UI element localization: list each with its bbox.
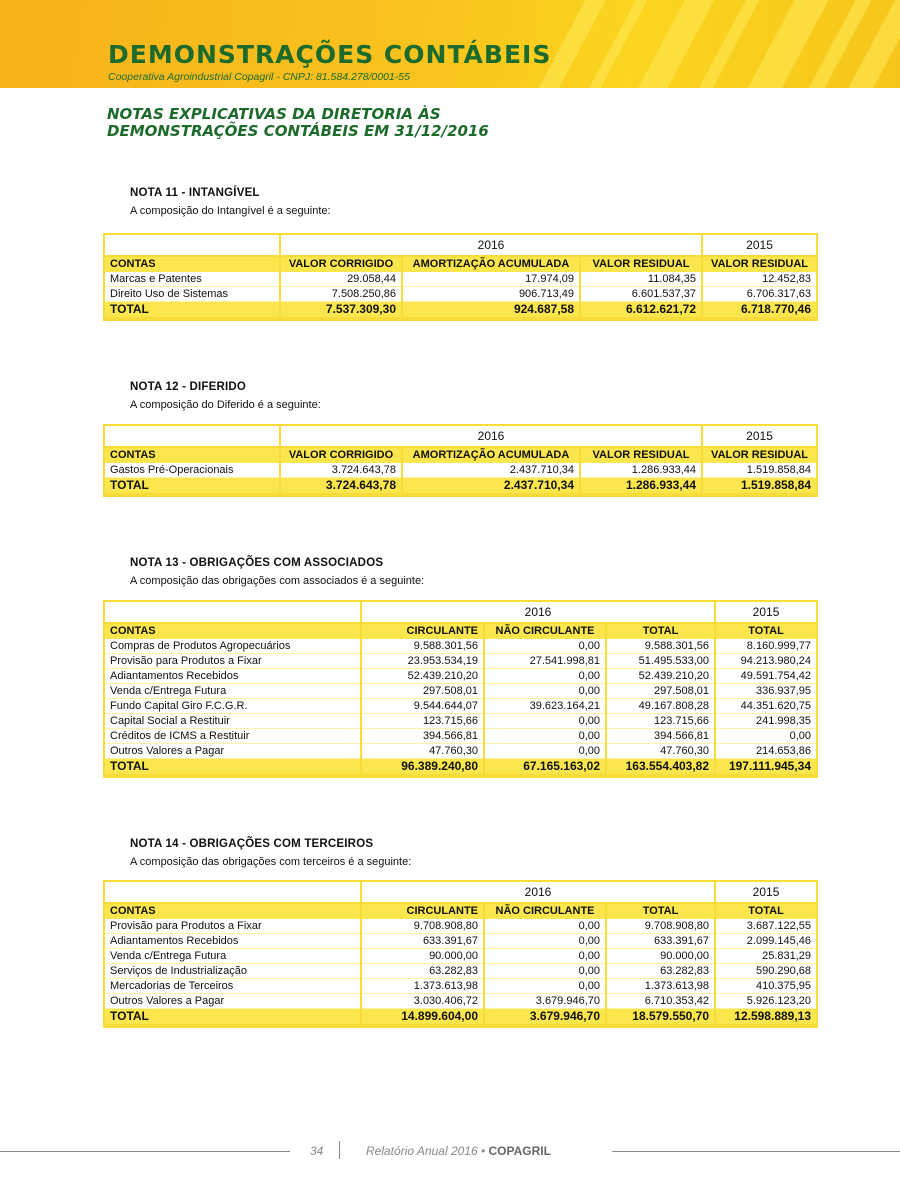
table-row bbox=[105, 934, 816, 949]
total-cell: 3.679.946,70 bbox=[484, 1009, 606, 1026]
cell: 94.213.980,24 bbox=[715, 654, 816, 669]
row-label: Outros Valores a Pagar bbox=[105, 994, 361, 1009]
cell: 633.391,67 bbox=[606, 934, 715, 949]
cell: 25.831,29 bbox=[715, 949, 816, 964]
table-row bbox=[105, 463, 816, 478]
total-cell: 7.537.309,30 bbox=[280, 302, 402, 319]
cell: 1.519.858,84 bbox=[702, 463, 816, 478]
table-row bbox=[105, 699, 816, 714]
year-2015: 2015 bbox=[715, 602, 816, 623]
column-header: VALOR RESIDUAL bbox=[702, 447, 816, 463]
year-2015: 2015 bbox=[715, 882, 816, 903]
column-header: VALOR RESIDUAL bbox=[702, 256, 816, 272]
column-header: TOTAL bbox=[715, 903, 816, 919]
total-cell: 6.612.621,72 bbox=[580, 302, 702, 319]
cell: 52.439.210,20 bbox=[361, 669, 484, 684]
cell: 44.351.620,75 bbox=[715, 699, 816, 714]
column-header: TOTAL bbox=[606, 903, 715, 919]
cell: 17.974,09 bbox=[402, 272, 580, 287]
row-label: Marcas e Patentes bbox=[105, 272, 280, 287]
total-cell: 163.554.403,82 bbox=[606, 759, 715, 776]
cell: 63.282,83 bbox=[606, 964, 715, 979]
cell: 1.286.933,44 bbox=[580, 463, 702, 478]
total-cell: 3.724.643,78 bbox=[280, 478, 402, 495]
table-spacer bbox=[105, 882, 361, 903]
year-2015: 2015 bbox=[702, 426, 816, 447]
cell: 3.724.643,78 bbox=[280, 463, 402, 478]
cell: 23.953.534,19 bbox=[361, 654, 484, 669]
row-label: Gastos Pré-Operacionais bbox=[105, 463, 280, 478]
total-label: TOTAL bbox=[105, 1009, 361, 1026]
nota11-description: A composição do Intangível é a seguinte: bbox=[130, 205, 331, 217]
column-header: TOTAL bbox=[715, 623, 816, 639]
footer-brand: COPAGRIL bbox=[488, 1144, 551, 1158]
cell: 1.373.613,98 bbox=[606, 979, 715, 994]
cell: 90.000,00 bbox=[361, 949, 484, 964]
cell: 6.706.317,63 bbox=[702, 287, 816, 302]
cell: 9.708.908,80 bbox=[606, 919, 715, 934]
footer-rule-left bbox=[0, 1151, 290, 1152]
cell: 3.687.122,55 bbox=[715, 919, 816, 934]
header-title: DEMONSTRAÇÕES CONTÁBEIS bbox=[108, 40, 552, 69]
column-header: AMORTIZAÇÃO ACUMULADA bbox=[402, 447, 580, 463]
column-header: NÃO CIRCULANTE bbox=[484, 623, 606, 639]
cell: 12.452,83 bbox=[702, 272, 816, 287]
page-header bbox=[0, 0, 900, 88]
column-header: TOTAL bbox=[606, 623, 715, 639]
cell: 9.708.908,80 bbox=[361, 919, 484, 934]
cell: 0,00 bbox=[484, 919, 606, 934]
total-cell: 1.286.933,44 bbox=[580, 478, 702, 495]
total-row bbox=[105, 759, 816, 776]
cell: 0,00 bbox=[484, 639, 606, 654]
column-header: CONTAS bbox=[105, 447, 280, 463]
row-label: Venda c/Entrega Futura bbox=[105, 684, 361, 699]
cell: 214.653,86 bbox=[715, 744, 816, 759]
footer-report-label: Relatório Anual 2016 • bbox=[366, 1144, 489, 1158]
cell: 633.391,67 bbox=[361, 934, 484, 949]
cell: 0,00 bbox=[484, 949, 606, 964]
year-2015: 2015 bbox=[702, 235, 816, 256]
nota13-heading: NOTA 13 - OBRIGAÇÕES COM ASSOCIADOS bbox=[130, 557, 384, 569]
column-header: CONTAS bbox=[105, 623, 361, 639]
cell: 9.588.301,56 bbox=[361, 639, 484, 654]
cell: 0,00 bbox=[484, 714, 606, 729]
column-header: VALOR CORRIGIDO bbox=[280, 256, 402, 272]
page-number: 34 bbox=[310, 1144, 324, 1158]
cell: 123.715,66 bbox=[361, 714, 484, 729]
table-row bbox=[105, 729, 816, 744]
table-spacer bbox=[105, 602, 361, 623]
cell: 5.926.123,20 bbox=[715, 994, 816, 1009]
cell: 123.715,66 bbox=[606, 714, 715, 729]
column-header: CONTAS bbox=[105, 256, 280, 272]
nota12-table bbox=[103, 424, 818, 497]
row-label: Venda c/Entrega Futura bbox=[105, 949, 361, 964]
table-row bbox=[105, 744, 816, 759]
nota11-table bbox=[103, 233, 818, 321]
cell: 0,00 bbox=[484, 964, 606, 979]
footer-divider bbox=[339, 1141, 340, 1159]
notes-title-line1: NOTAS EXPLICATIVAS DA DIRETORIA ÀS bbox=[107, 105, 441, 123]
table-row bbox=[105, 949, 816, 964]
row-label: Adiantamentos Recebidos bbox=[105, 934, 361, 949]
row-label: Outros Valores a Pagar bbox=[105, 744, 361, 759]
notes-title-line2: DEMONSTRAÇÕES CONTÁBEIS EM 31/12/2016 bbox=[107, 122, 489, 140]
total-row bbox=[105, 478, 816, 495]
cell: 0,00 bbox=[484, 669, 606, 684]
year-2016: 2016 bbox=[361, 882, 715, 903]
total-cell: 18.579.550,70 bbox=[606, 1009, 715, 1026]
table-row bbox=[105, 654, 816, 669]
table-spacer bbox=[105, 235, 280, 256]
total-cell: 1.519.858,84 bbox=[702, 478, 816, 495]
total-row bbox=[105, 302, 816, 319]
cell: 2.099.145,46 bbox=[715, 934, 816, 949]
total-cell: 96.389.240,80 bbox=[361, 759, 484, 776]
footer-rule-right bbox=[612, 1151, 900, 1152]
cell: 0,00 bbox=[484, 729, 606, 744]
cell: 3.679.946,70 bbox=[484, 994, 606, 1009]
cell: 29.058,44 bbox=[280, 272, 402, 287]
cell: 0,00 bbox=[484, 979, 606, 994]
total-cell: 14.899.604,00 bbox=[361, 1009, 484, 1026]
total-cell: 67.165.163,02 bbox=[484, 759, 606, 776]
column-header: NÃO CIRCULANTE bbox=[484, 903, 606, 919]
cell: 2.437.710,34 bbox=[402, 463, 580, 478]
year-2016: 2016 bbox=[280, 235, 702, 256]
cell: 297.508,01 bbox=[606, 684, 715, 699]
row-label: Adiantamentos Recebidos bbox=[105, 669, 361, 684]
nota13-description: A composição das obrigações com associados é a seguinte: bbox=[130, 575, 425, 587]
row-label: Créditos de ICMS a Restituir bbox=[105, 729, 361, 744]
cell: 47.760,30 bbox=[606, 744, 715, 759]
cell: 39.623.164,21 bbox=[484, 699, 606, 714]
nota14-description: A composição das obrigações com terceiros é a seguinte: bbox=[130, 856, 412, 868]
total-label: TOTAL bbox=[105, 759, 361, 776]
nota12-heading: NOTA 12 - DIFERIDO bbox=[130, 381, 247, 393]
year-2016: 2016 bbox=[361, 602, 715, 623]
table-row bbox=[105, 639, 816, 654]
table-spacer bbox=[105, 426, 280, 447]
cell: 9.588.301,56 bbox=[606, 639, 715, 654]
cell: 0,00 bbox=[484, 934, 606, 949]
row-label: Serviços de Industrialização bbox=[105, 964, 361, 979]
row-label: Mercadorias de Terceiros bbox=[105, 979, 361, 994]
cell: 241.998,35 bbox=[715, 714, 816, 729]
cell: 1.373.613,98 bbox=[361, 979, 484, 994]
nota13-table bbox=[103, 600, 818, 778]
cell: 6.710.353,42 bbox=[606, 994, 715, 1009]
nota12-description: A composição do Diferido é a seguinte: bbox=[130, 399, 321, 411]
table-row bbox=[105, 964, 816, 979]
row-label: Capital Social a Restituir bbox=[105, 714, 361, 729]
cell: 8.160.999,77 bbox=[715, 639, 816, 654]
cell: 90.000,00 bbox=[606, 949, 715, 964]
column-header: AMORTIZAÇÃO ACUMULADA bbox=[402, 256, 580, 272]
cell: 297.508,01 bbox=[361, 684, 484, 699]
total-row bbox=[105, 1009, 816, 1026]
cell: 590.290,68 bbox=[715, 964, 816, 979]
row-label: Direito Uso de Sistemas bbox=[105, 287, 280, 302]
row-label: Provisão para Produtos a Fixar bbox=[105, 919, 361, 934]
cell: 9.544.644,07 bbox=[361, 699, 484, 714]
table-row bbox=[105, 287, 816, 302]
cell: 47.760,30 bbox=[361, 744, 484, 759]
column-header: VALOR RESIDUAL bbox=[580, 447, 702, 463]
cell: 11.084,35 bbox=[580, 272, 702, 287]
cell: 0,00 bbox=[715, 729, 816, 744]
cell: 0,00 bbox=[484, 744, 606, 759]
nota11-heading: NOTA 11 - INTANGÍVEL bbox=[130, 187, 260, 199]
cell: 6.601.537,37 bbox=[580, 287, 702, 302]
column-header: CIRCULANTE bbox=[361, 903, 484, 919]
column-header: CONTAS bbox=[105, 903, 361, 919]
cell: 410.375,95 bbox=[715, 979, 816, 994]
cell: 394.566,81 bbox=[361, 729, 484, 744]
table-row bbox=[105, 714, 816, 729]
table-row bbox=[105, 979, 816, 994]
total-cell: 924.687,58 bbox=[402, 302, 580, 319]
total-cell: 12.598.889,13 bbox=[715, 1009, 816, 1026]
column-header: VALOR RESIDUAL bbox=[580, 256, 702, 272]
cell: 336.937,95 bbox=[715, 684, 816, 699]
table-row bbox=[105, 919, 816, 934]
table-row bbox=[105, 272, 816, 287]
total-cell: 197.111.945,34 bbox=[715, 759, 816, 776]
year-2016: 2016 bbox=[280, 426, 702, 447]
footer-text bbox=[366, 1144, 551, 1158]
total-cell: 2.437.710,34 bbox=[402, 478, 580, 495]
cell: 27.541.998,81 bbox=[484, 654, 606, 669]
cell: 394.566,81 bbox=[606, 729, 715, 744]
cell: 49.591.754,42 bbox=[715, 669, 816, 684]
cell: 0,00 bbox=[484, 684, 606, 699]
cell: 7.508.250,86 bbox=[280, 287, 402, 302]
total-label: TOTAL bbox=[105, 478, 280, 495]
notes-title bbox=[107, 106, 489, 140]
cell: 63.282,83 bbox=[361, 964, 484, 979]
row-label: Compras de Produtos Agropecuários bbox=[105, 639, 361, 654]
row-label: Provisão para Produtos a Fixar bbox=[105, 654, 361, 669]
column-header: VALOR CORRIGIDO bbox=[280, 447, 402, 463]
nota14-table bbox=[103, 880, 818, 1028]
cell: 49.167.808,28 bbox=[606, 699, 715, 714]
cell: 3.030.406,72 bbox=[361, 994, 484, 1009]
row-label: Fundo Capital Giro F.C.G.R. bbox=[105, 699, 361, 714]
total-label: TOTAL bbox=[105, 302, 280, 319]
header-subtitle: Cooperativa Agroindustrial Copagril - CNPJ: 81.584.278/0001-55 bbox=[108, 71, 410, 83]
nota14-heading: NOTA 14 - OBRIGAÇÕES COM TERCEIROS bbox=[130, 838, 374, 850]
total-cell: 6.718.770,46 bbox=[702, 302, 816, 319]
table-row bbox=[105, 994, 816, 1009]
cell: 52.439.210,20 bbox=[606, 669, 715, 684]
cell: 51.495.533,00 bbox=[606, 654, 715, 669]
table-row bbox=[105, 684, 816, 699]
cell: 906.713,49 bbox=[402, 287, 580, 302]
table-row bbox=[105, 669, 816, 684]
column-header: CIRCULANTE bbox=[361, 623, 484, 639]
